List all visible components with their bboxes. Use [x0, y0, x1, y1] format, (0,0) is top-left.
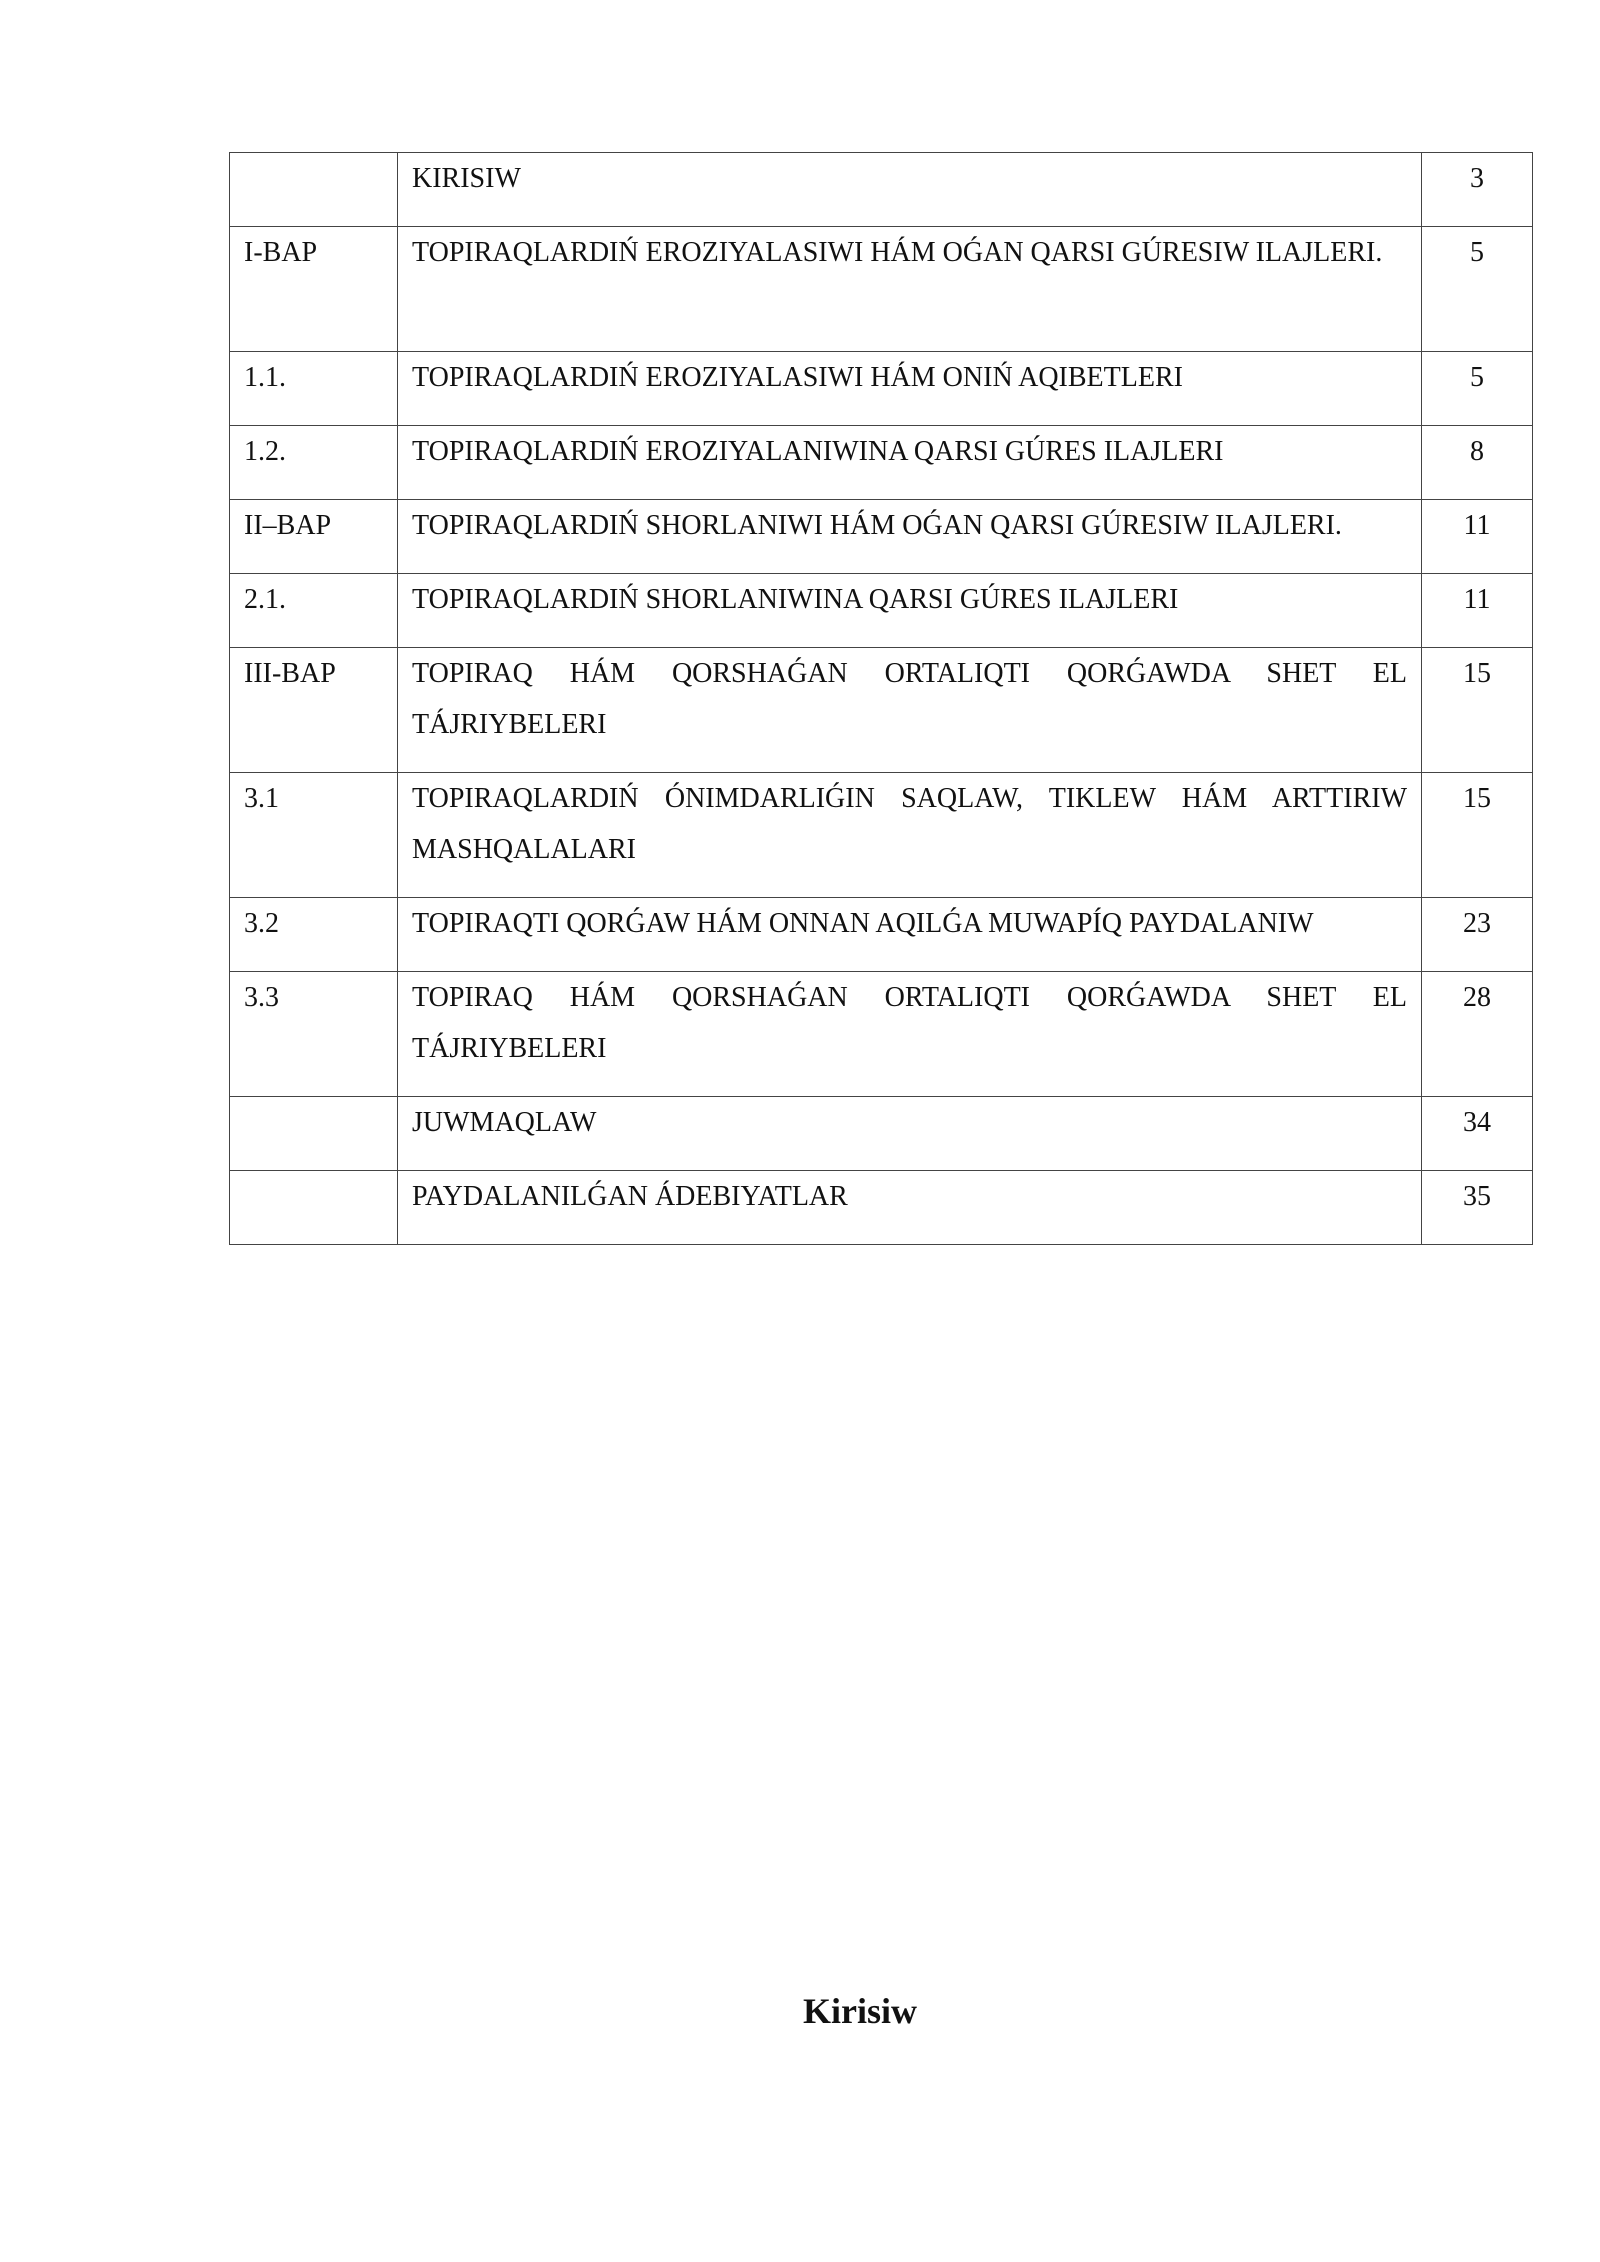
- section-number: I-BAP: [230, 227, 398, 352]
- table-row: [230, 426, 1533, 500]
- table-row: [230, 500, 1533, 574]
- section-title: TOPIRAQLARDIŃ SHORLANIWI HÁM OǴAN QARSI GÚRESIW ILAJLERI.: [398, 500, 1422, 574]
- table-row: [230, 352, 1533, 426]
- page-number: 8: [1422, 426, 1533, 500]
- section-title: TOPIRAQTI QORǴAW HÁM ONNAN AQILǴA MUWAPÍQ PAYDALANIW: [398, 898, 1422, 972]
- page-number: 15: [1422, 648, 1533, 773]
- table-row: [230, 898, 1533, 972]
- section-number: 3.3: [230, 972, 398, 1097]
- table-row: [230, 1171, 1533, 1245]
- section-title: TOPIRAQ HÁM QORSHAǴAN ORTALIQTI QORǴAWDA SHET EL TÁJRIYBELERI: [398, 972, 1422, 1097]
- section-title: TOPIRAQLARDIŃ EROZIYALASIWI HÁM OǴAN QARSI GÚRESIW ILAJLERI.: [398, 227, 1422, 352]
- section-title: TOPIRAQLARDIŃ SHORLANIWINA QARSI GÚRES ILAJLERI: [398, 574, 1422, 648]
- section-number: III-BAP: [230, 648, 398, 773]
- page-number: 5: [1422, 227, 1533, 352]
- page-number: 11: [1422, 500, 1533, 574]
- section-title: TOPIRAQLARDIŃ EROZIYALASIWI HÁM ONIŃ AQIBETLERI: [398, 352, 1422, 426]
- section-number: [230, 1171, 398, 1245]
- section-number: II–BAP: [230, 500, 398, 574]
- section-heading: Kirisiw: [803, 1991, 917, 2031]
- section-number: 1.2.: [230, 426, 398, 500]
- section-title: PAYDALANILǴAN ÁDEBIYATLAR: [398, 1171, 1422, 1245]
- page-number: 11: [1422, 574, 1533, 648]
- section-title: KIRISIW: [398, 153, 1422, 227]
- section-number: 3.2: [230, 898, 398, 972]
- page-number: 28: [1422, 972, 1533, 1097]
- page-number: 5: [1422, 352, 1533, 426]
- section-number: 3.1: [230, 773, 398, 898]
- table-of-contents: [229, 152, 1533, 1245]
- table-row: [230, 648, 1533, 773]
- section-number: 1.1.: [230, 352, 398, 426]
- page-number: 3: [1422, 153, 1533, 227]
- page-number: 23: [1422, 898, 1533, 972]
- section-title: JUWMAQLAW: [398, 1097, 1422, 1171]
- section-title: TOPIRAQLARDIŃ ÓNIMDARLIǴIN SAQLAW, TIKLEW HÁM ARTTIRIW MASHQALALARI: [398, 773, 1422, 898]
- section-title: TOPIRAQ HÁM QORSHAǴAN ORTALIQTI QORǴAWDA SHET EL TÁJRIYBELERI: [398, 648, 1422, 773]
- table-row: [230, 773, 1533, 898]
- page-number: 35: [1422, 1171, 1533, 1245]
- table-row: [230, 972, 1533, 1097]
- table-row: [230, 227, 1533, 352]
- section-number: 2.1.: [230, 574, 398, 648]
- section-title: TOPIRAQLARDIŃ EROZIYALANIWINA QARSI GÚRES ILAJLERI: [398, 426, 1422, 500]
- section-number: [230, 1097, 398, 1171]
- table-row: [230, 153, 1533, 227]
- table-row: [230, 574, 1533, 648]
- page-number: 34: [1422, 1097, 1533, 1171]
- table-row: [230, 1097, 1533, 1171]
- section-number: [230, 153, 398, 227]
- page-number: 15: [1422, 773, 1533, 898]
